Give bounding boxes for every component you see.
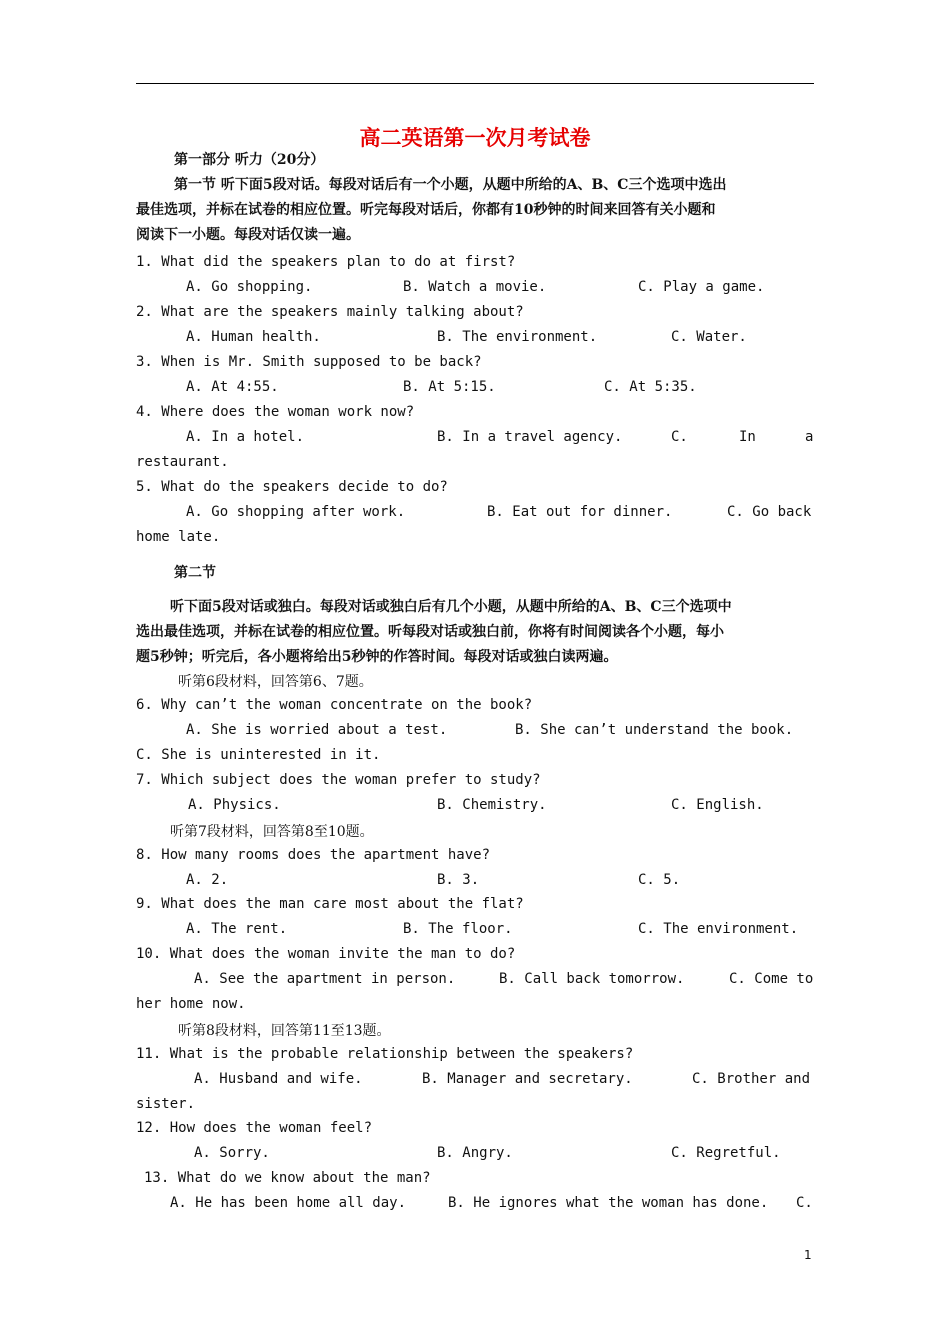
question-9: 9. What does the man care most about the flat?: [136, 896, 524, 912]
q8-option-b: B. 3.: [437, 872, 480, 888]
q7-option-b: B. Chemistry.: [437, 797, 547, 813]
question-6: 6. Why can’t the woman concentrate on the book?: [136, 697, 533, 713]
question-1: 1. What did the speakers plan to do at first?: [136, 254, 516, 270]
q6-option-b: B. She can’t understand the book.: [515, 722, 794, 738]
question-13: 13. What do we know about the man?: [144, 1170, 431, 1186]
q13-option-c: C.: [796, 1195, 813, 1211]
q1-option-b: B. Watch a movie.: [403, 279, 547, 295]
question-5: 5. What do the speakers decide to do?: [136, 479, 448, 495]
q5-option-c: C. Go back: [727, 504, 812, 520]
part1-heading: 第一部分 听力（20分）: [174, 152, 325, 168]
q7-option-a: A. Physics.: [188, 797, 281, 813]
section2-instructions-line3: 题5秒钟；听完后，各小题将给出5秒钟的作答时间。每段对话或独白读两遍。: [136, 649, 618, 665]
question-4: 4. Where does the woman work now?: [136, 404, 415, 420]
q4-option-c-label: C.: [671, 429, 688, 445]
q10-option-b: B. Call back tomorrow.: [499, 971, 685, 987]
q2-option-a: A. Human health.: [186, 329, 321, 345]
q4-option-c-continued: restaurant.: [136, 454, 229, 470]
question-8: 8. How many rooms does the apartment have?: [136, 847, 491, 863]
material-6-note: 听第6段材料，回答第6、7题。: [178, 674, 373, 690]
q7-option-c: C. English.: [671, 797, 764, 813]
question-12: 12. How does the woman feel?: [136, 1120, 373, 1136]
question-2: 2. What are the speakers mainly talking about?: [136, 304, 524, 320]
q4-option-b: B. In a travel agency.: [437, 429, 623, 445]
q11-option-a: A. Husband and wife.: [194, 1071, 363, 1087]
q8-option-c: C. 5.: [638, 872, 681, 888]
q4-option-c-word1: In: [739, 429, 756, 445]
q9-option-b: B. The floor.: [403, 921, 513, 937]
q4-option-c-word2: a: [805, 429, 814, 445]
question-3: 3. When is Mr. Smith supposed to be back?: [136, 354, 482, 370]
q4-option-a: A. In a hotel.: [186, 429, 305, 445]
q1-option-c: C. Play a game.: [638, 279, 765, 295]
question-10: 10. What does the woman invite the man to do?: [136, 946, 516, 962]
q8-option-a: A. 2.: [186, 872, 229, 888]
q3-option-c: C. At 5:35.: [604, 379, 697, 395]
exam-title: 高二英语第一次月考试卷: [359, 125, 591, 150]
q1-option-a: A. Go shopping.: [186, 279, 313, 295]
q6-option-c: C. She is uninterested in it.: [136, 747, 381, 763]
q10-option-a: A. See the apartment in person.: [194, 971, 456, 987]
q5-option-b: B. Eat out for dinner.: [487, 504, 673, 520]
q10-option-c: C. Come to: [729, 971, 814, 987]
q10-option-c-continued: her home now.: [136, 996, 246, 1012]
q9-option-a: A. The rent.: [186, 921, 288, 937]
q9-option-c: C. The environment.: [638, 921, 799, 937]
question-11: 11. What is the probable relationship between the speakers?: [136, 1046, 634, 1062]
q12-option-b: B. Angry.: [437, 1145, 513, 1161]
q11-option-b: B. Manager and secretary.: [422, 1071, 633, 1087]
q12-option-a: A. Sorry.: [194, 1145, 270, 1161]
section2-heading: 第二节: [174, 565, 216, 581]
q13-option-b: B. He ignores what the woman has done.: [448, 1195, 769, 1211]
q11-option-c-continued: sister.: [136, 1096, 196, 1112]
q11-option-c: C. Brother and: [692, 1071, 811, 1087]
page-number: 1: [804, 1248, 812, 1262]
q3-option-b: B. At 5:15.: [403, 379, 496, 395]
question-7: 7. Which subject does the woman prefer to study?: [136, 772, 541, 788]
q2-option-b: B. The environment.: [437, 329, 598, 345]
material-7-note: 听第7段材料，回答第8至10题。: [170, 824, 374, 840]
q2-option-c: C. Water.: [671, 329, 747, 345]
section1-instructions-line2: 最佳选项，并标在试卷的相应位置。听完每段对话后，你都有10秒钟的时间来回答有关小题和: [136, 202, 716, 218]
header-rule: [136, 83, 814, 84]
q6-option-a: A. She is worried about a test.: [186, 722, 448, 738]
material-8-note: 听第8段材料，回答第11至13题。: [178, 1023, 391, 1039]
q12-option-c: C. Regretful.: [671, 1145, 781, 1161]
q5-option-c-continued: home late.: [136, 529, 221, 545]
section2-instructions-line2: 选出最佳选项，并标在试卷的相应位置。听每段对话或独白前，你将有时间阅读各个小题，每小: [136, 624, 724, 640]
section1-instructions-line1: 第一节 听下面5段对话。每段对话后有一个小题，从题中所给的A、B、C三个选项中选出: [174, 177, 727, 193]
q5-option-a: A. Go shopping after work.: [186, 504, 406, 520]
section1-instructions-line3: 阅读下一小题。每段对话仅读一遍。: [136, 227, 360, 243]
q13-option-a: A. He has been home all day.: [170, 1195, 407, 1211]
section2-instructions-line1: 听下面5段对话或独白。每段对话或独白后有几个小题，从题中所给的A、B、C三个选项中: [170, 599, 732, 615]
q3-option-a: A. At 4:55.: [186, 379, 279, 395]
